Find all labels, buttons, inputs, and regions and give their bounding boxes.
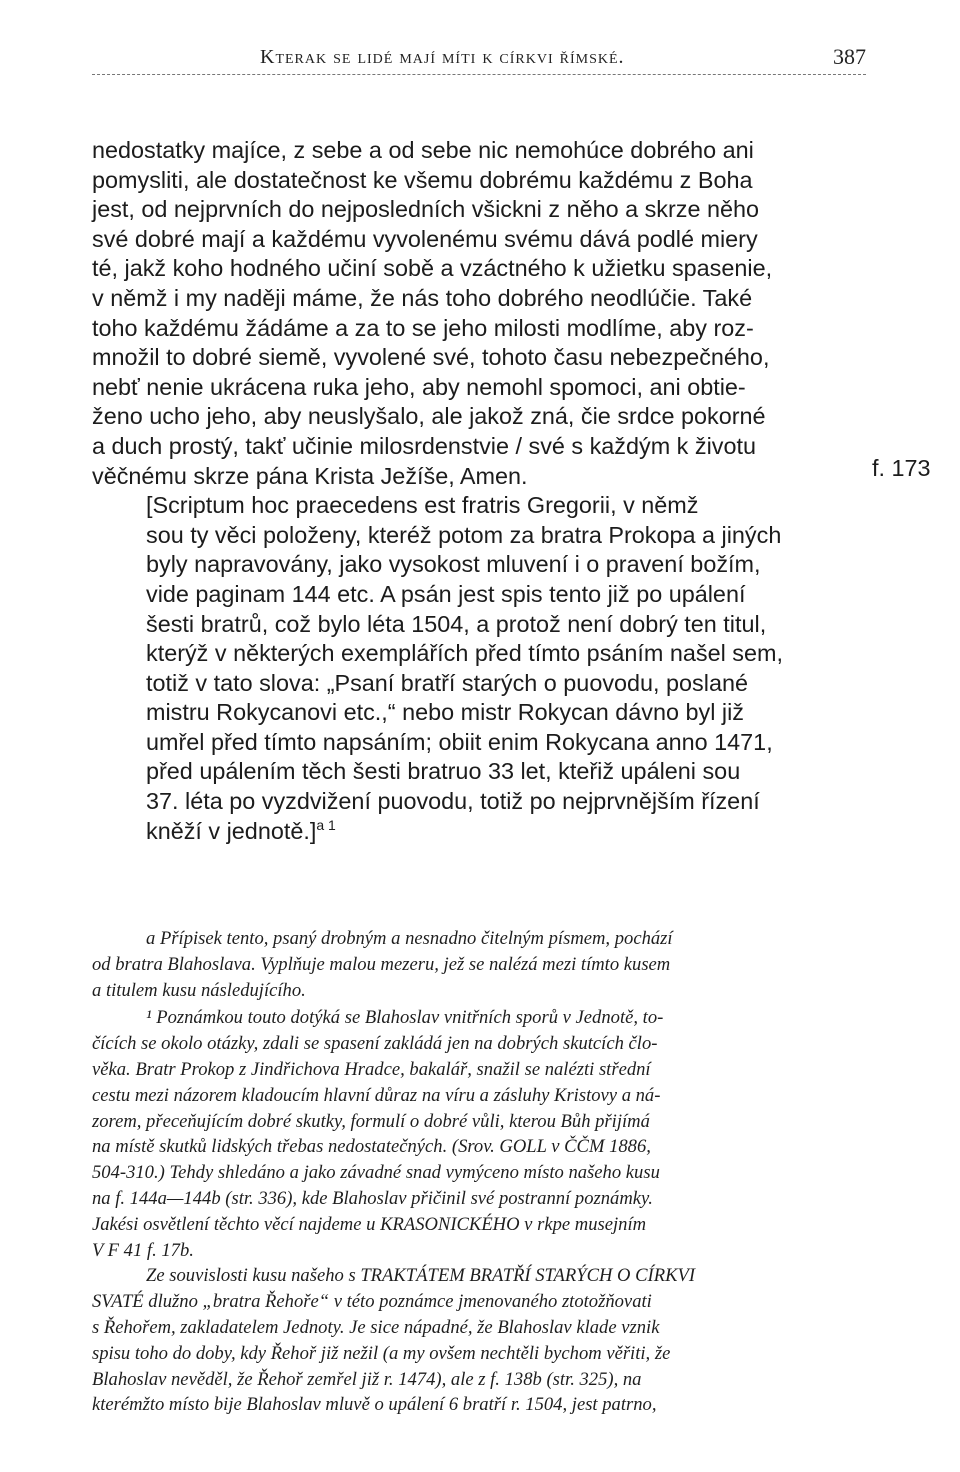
text-line: nebť nenie ukrácena ruka jeho, aby nemohl spomoci, ani obtie- bbox=[92, 373, 746, 400]
quote-last-text: kněží v jednotě.] bbox=[146, 817, 317, 844]
footnote-line: cestu mezi názorem kladoucím hlavní důraz na víru a zásluhy Kristovy a ná- bbox=[92, 1084, 661, 1106]
quote-line: šesti bratrů, což bylo léta 1504, a protož není dobrý ten titul, bbox=[146, 610, 767, 637]
footnote-line: na f. 144a—144b (str. 336), kde Blahoslav přičinil své postranní poznámky. bbox=[92, 1187, 653, 1209]
footnote-line: od bratra Blahoslava. Vyplňuje malou mezeru, jež se nalézá mezi tímto kusem bbox=[92, 953, 671, 975]
quote-line: byly napravovány, jako vysokost mluvení i o pravení božím, bbox=[146, 551, 761, 578]
footnote-line: V F 41 f. 17b. bbox=[92, 1239, 194, 1261]
marginal-folio: f. 173 bbox=[872, 455, 931, 481]
text-line: a duch prostý, takť učinie milosrdenstvie / své s každým k životu bbox=[92, 432, 756, 459]
text-line: toho každému žádáme a za to se jeho milosti modlíme, aby roz- bbox=[92, 314, 754, 341]
footnote-line: Jakési osvětlení těchto věcí najdeme u KRASONICKÉHO v rkpe musejním bbox=[92, 1213, 647, 1235]
running-header bbox=[92, 44, 866, 76]
quote-line: vide paginam 144 etc. A psán jest spis tento již po upálení bbox=[146, 580, 746, 607]
footnote-line: ¹ Poznámkou touto dotýká se Blahoslav vnitřních sporů v Jednotě, to- bbox=[146, 1007, 664, 1029]
running-title: Kterak se lidé mají míti k církvi římské. bbox=[260, 46, 625, 68]
footnote-line: a Přípisek tento, psaný drobným a nesnadno čitelným písmem, pochází bbox=[146, 928, 673, 949]
footnote-line: a titulem kusu následujícího. bbox=[92, 979, 306, 1001]
quote-line: kterýž v některých exemplářích před tímto psáním našel sem, bbox=[146, 640, 783, 667]
quote-line: mistru Rokycanovi etc.,“ nebo mistr Rokycan dávno byl již bbox=[146, 699, 744, 726]
footnote-line: s Řehořem, zakladatelem Jednoty. Je sice nápadné, že Blahoslav klade vznik bbox=[92, 1316, 660, 1338]
text-line: v němž i my naději máme, že nás toho dobrého neodlúčie. Také bbox=[92, 284, 753, 311]
footnote-line: SVATÉ dlužno „bratra Řehoře“ v této poznámce jmenovaného ztotožňovati bbox=[92, 1291, 652, 1313]
quote-line: totiž v tato slova: „Psaní bratří starých o puovodu, poslané bbox=[146, 669, 748, 696]
footnote-line: kterémžto místo bije Blahoslav mluvě o upálení 6 bratří r. 1504, jest patrno, bbox=[92, 1394, 657, 1416]
footnote-line: věka. Bratr Prokop z Jindřichova Hradce, bakalář, snažil se nalézti střední bbox=[92, 1058, 651, 1080]
text-line: jest, od nejprvních do nejposledních všickni z něho a skrze něho bbox=[92, 196, 760, 223]
footnote-line: Ze souvislosti kusu našeho s TRAKTÁTEM BRATŘÍ STARÝCH O CÍRKVI bbox=[146, 1265, 696, 1287]
text-line: pomysliti, ale dostatečnost ke všemu dobrému každému z Boha bbox=[92, 166, 753, 193]
text-line: své dobré mají a každému vyvolenému svému dává podlé miery bbox=[92, 225, 758, 252]
quote-line: před upálením těch šesti bratruo 33 let, kteřiž upáleni sou bbox=[146, 758, 741, 785]
text-line: ženo ucho jeho, aby neuslyšalo, ale jakož zná, čie srdce pokorné bbox=[92, 403, 766, 430]
quote-line: sou ty věci položeny, kteréž potom za bratra Prokopa a jiných bbox=[146, 521, 782, 548]
footnote-line: čících se okolo otázky, zdali se spasení zakládá jen na dobrých skutcích člo- bbox=[92, 1033, 658, 1055]
quote-line: 37. léta po vyzdvižení puovodu, totiž po nejprvnějším řízení bbox=[146, 788, 760, 815]
text-line: nedostatky majíce, z sebe a od sebe nic nemohúce dobrého ani bbox=[92, 137, 754, 163]
quote-line: umřel před tímto napsáním; obiit enim Rokycana anno 1471, bbox=[146, 728, 773, 755]
text-line: věčnému skrze pána Krista Ježíše, Amen. bbox=[92, 462, 528, 489]
footnote-line: spisu toho do doby, kdy Řehoř již nežil (a my ovšem nechtěli bychom věřiti, že bbox=[92, 1342, 671, 1364]
footnote-line: Blahoslav nevěděl, že Řehoř zemřel již r. 1474), ale z f. 138b (str. 325), na bbox=[92, 1368, 642, 1390]
footnote-line: na místě skutků lidských třebas nedostatečných. (Srov. GOLL v ČČM 1886, bbox=[92, 1136, 651, 1158]
footnotes bbox=[92, 926, 868, 1418]
header-rule bbox=[92, 74, 866, 75]
footnote-line: zorem, přeceňujícím dobré skutky, formulí o dobré vůli, kterou Bůh přijímá bbox=[92, 1110, 650, 1132]
text-line: té, jakž koho hodného učiní sobě a vzáctného k užietku spasenie, bbox=[92, 255, 773, 282]
footnote-line: 504-310.) Tehdy shledáno a jako závadné snad vymýceno místo našeho kusu bbox=[92, 1162, 660, 1184]
main-text bbox=[92, 136, 868, 846]
quote-line: [Scriptum hoc praecedens est fratris Gregorii, v němž bbox=[146, 492, 699, 519]
page-number: 387 bbox=[833, 44, 866, 69]
quote-line bbox=[92, 817, 868, 847]
text-line: množil to dobré siemě, vyvolené své, tohoto času nebezpečného, bbox=[92, 344, 770, 371]
footnote-marks: a 1 bbox=[316, 816, 336, 833]
